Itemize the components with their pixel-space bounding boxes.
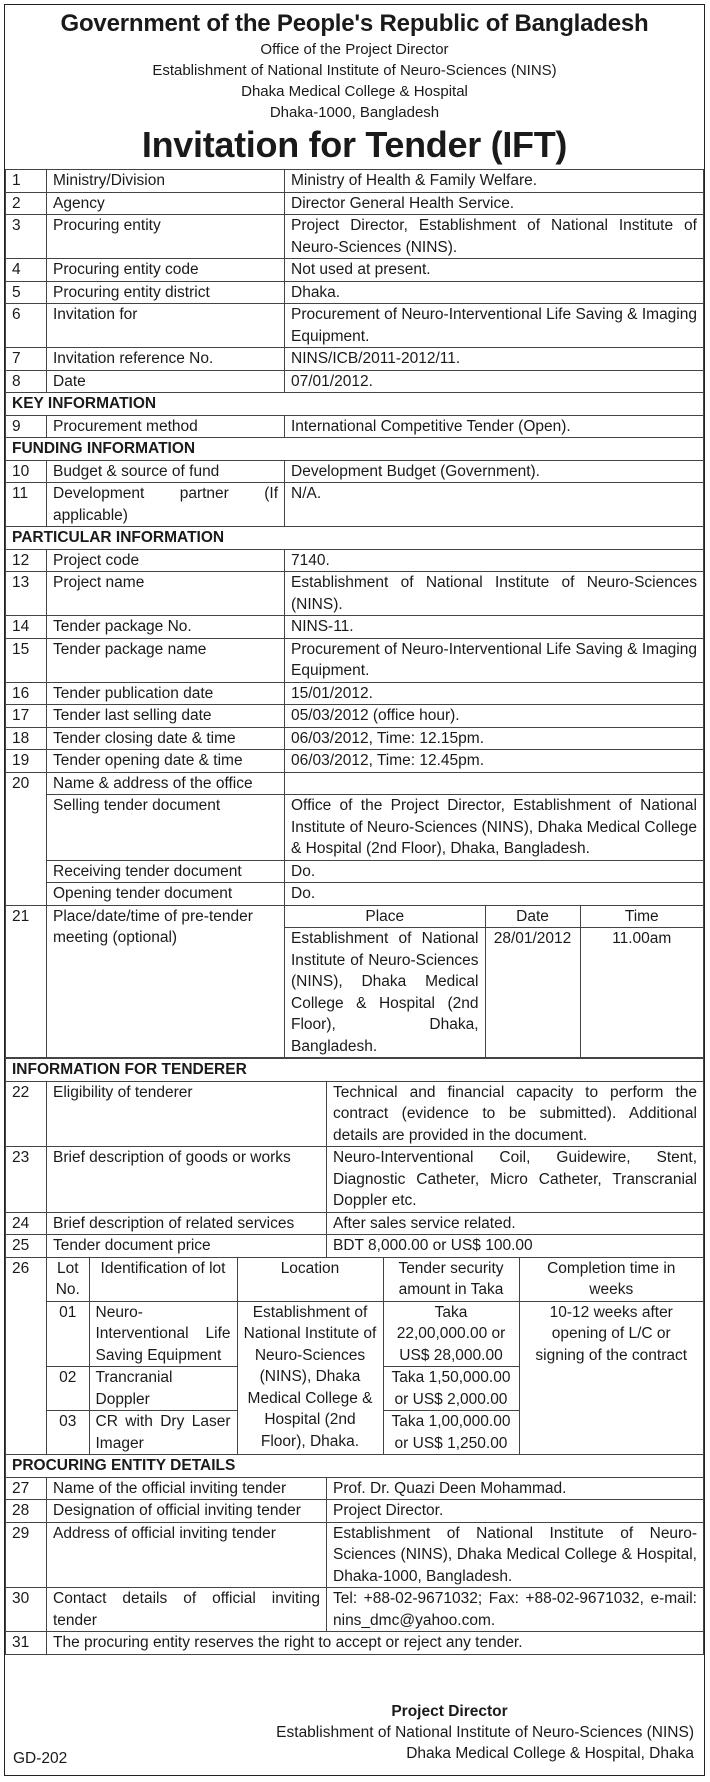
row-number: 10 bbox=[6, 460, 47, 483]
lot-table bbox=[47, 1258, 703, 1455]
column-header-place: Place bbox=[285, 906, 485, 928]
tender-table-main bbox=[5, 169, 704, 1058]
row-number: 17 bbox=[6, 705, 47, 728]
row-value: Dhaka. bbox=[285, 281, 704, 304]
table-row bbox=[6, 1522, 704, 1588]
row-label: Name of the official inviting tender bbox=[47, 1477, 327, 1500]
row-label: Opening tender document bbox=[47, 883, 285, 906]
table-row bbox=[6, 750, 704, 773]
table-row bbox=[6, 616, 704, 639]
row-label: Receiving tender document bbox=[47, 860, 285, 883]
row-value: Project Director. bbox=[327, 1500, 704, 1523]
row-label: Tender last selling date bbox=[47, 705, 285, 728]
lot-identification: Neuro-Interventional Life Saving Equipment bbox=[89, 1301, 237, 1367]
row-number: 25 bbox=[6, 1235, 47, 1258]
section-row bbox=[6, 527, 704, 550]
table-row bbox=[6, 1235, 704, 1258]
table-row bbox=[6, 483, 704, 527]
row-value: 7140. bbox=[285, 549, 704, 572]
section-particular-information: PARTICULAR INFORMATION bbox=[6, 527, 704, 550]
row-label: Tender closing date & time bbox=[47, 727, 285, 750]
row-number: 12 bbox=[6, 549, 47, 572]
row-number: 26 bbox=[6, 1257, 47, 1455]
row-label: Project code bbox=[47, 549, 285, 572]
lot-security: Taka 1,50,000.00 or US$ 2,000.00 bbox=[383, 1367, 519, 1411]
row-number: 5 bbox=[6, 281, 47, 304]
row-label: Project name bbox=[47, 572, 285, 616]
section-key-information: KEY INFORMATION bbox=[6, 393, 704, 416]
section-row bbox=[6, 1059, 704, 1082]
row-value: After sales service related. bbox=[327, 1212, 704, 1235]
table-row bbox=[6, 1212, 704, 1235]
row-label: Budget & source of fund bbox=[47, 460, 285, 483]
tender-table-tenderer bbox=[5, 1058, 704, 1655]
row-number: 4 bbox=[6, 259, 47, 282]
lot-number: 01 bbox=[47, 1301, 89, 1367]
table-row bbox=[6, 1500, 704, 1523]
row-label: Procurement method bbox=[47, 415, 285, 438]
row-number: 20 bbox=[6, 772, 47, 905]
row-label: Tender publication date bbox=[47, 682, 285, 705]
table-row bbox=[6, 638, 704, 682]
row-value: Prof. Dr. Quazi Deen Mohammad. bbox=[327, 1477, 704, 1500]
row-label: Brief description of goods or works bbox=[47, 1147, 327, 1213]
table-row bbox=[6, 370, 704, 393]
row-value: Ministry of Health & Family Welfare. bbox=[285, 170, 704, 193]
row-label: Date bbox=[47, 370, 285, 393]
table-row bbox=[6, 549, 704, 572]
lot-security: Taka 1,00,000.00 or US$ 1,250.00 bbox=[383, 1411, 519, 1455]
table-row bbox=[6, 1477, 704, 1500]
row-label: Tender opening date & time bbox=[47, 750, 285, 773]
row-value: N/A. bbox=[285, 483, 704, 527]
table-row bbox=[6, 1632, 704, 1655]
column-header-lot: Lot No. bbox=[47, 1258, 89, 1302]
row-value: Procurement of Neuro-Interventional Life Saving & Imaging Equipment. bbox=[285, 638, 704, 682]
row-number: 1 bbox=[6, 170, 47, 193]
table-row bbox=[6, 348, 704, 371]
row-number: 16 bbox=[6, 682, 47, 705]
row-value bbox=[285, 772, 704, 795]
column-header-completion: Completion time in weeks bbox=[519, 1258, 703, 1302]
row-value: NINS-11. bbox=[285, 616, 704, 639]
lot-identification: Trancranial Doppler bbox=[89, 1367, 237, 1411]
row-value: Technical and financial capacity to perform the contract (evidence to be submitted). Additional details are provided in the document. bbox=[327, 1081, 704, 1147]
row-value: Establishment of National Institute of Neuro-Sciences (NINS), Dhaka Medical College & Hospital, Dhaka-1000, Bangladesh. bbox=[327, 1522, 704, 1588]
section-procuring-entity-details: PROCURING ENTITY DETAILS bbox=[6, 1455, 704, 1478]
row-number: 8 bbox=[6, 370, 47, 393]
row-label: Selling tender document bbox=[47, 795, 285, 861]
row-number: 11 bbox=[6, 483, 47, 527]
row-label: Ministry/Division bbox=[47, 170, 285, 193]
table-row bbox=[6, 1081, 704, 1147]
row-number: 9 bbox=[6, 415, 47, 438]
row-number: 21 bbox=[6, 905, 47, 1058]
table-row bbox=[6, 795, 704, 861]
table-row bbox=[6, 460, 704, 483]
row-label: Tender package name bbox=[47, 638, 285, 682]
row-label: Tender document price bbox=[47, 1235, 327, 1258]
row-number: 28 bbox=[6, 1500, 47, 1523]
row-number: 13 bbox=[6, 572, 47, 616]
row-value: 07/01/2012. bbox=[285, 370, 704, 393]
row-value: 06/03/2012, Time: 12.15pm. bbox=[285, 727, 704, 750]
row-value: 15/01/2012. bbox=[285, 682, 704, 705]
table-row bbox=[6, 860, 704, 883]
row-label: Place/date/time of pre-tender meeting (optional) bbox=[47, 905, 285, 1058]
row-number: 19 bbox=[6, 750, 47, 773]
notice-header bbox=[5, 9, 704, 167]
row-value: Procurement of Neuro-Interventional Life Saving & Imaging Equipment. bbox=[285, 304, 704, 348]
row-number: 31 bbox=[6, 1632, 47, 1655]
table-row bbox=[6, 1257, 704, 1455]
row-label: Procuring entity district bbox=[47, 281, 285, 304]
lot-number: 02 bbox=[47, 1367, 89, 1411]
column-header-location: Location bbox=[237, 1258, 383, 1302]
city-line: Dhaka-1000, Bangladesh bbox=[269, 104, 440, 121]
row-label: Tender package No. bbox=[47, 616, 285, 639]
row-label: Procuring entity bbox=[47, 215, 285, 259]
meeting-table bbox=[285, 906, 703, 1058]
signatory-address: Dhaka Medical College & Hospital, Dhaka bbox=[406, 1745, 694, 1762]
row-number: 30 bbox=[6, 1588, 47, 1632]
row-value: Tel: +88-02-9671032; Fax: +88-02-9671032, e-mail: nins_dmc@yahoo.com. bbox=[327, 1588, 704, 1632]
row-label: Name & address of the office bbox=[47, 772, 285, 795]
row-value: BDT 8,000.00 or US$ 100.00 bbox=[327, 1235, 704, 1258]
row-value: Development Budget (Government). bbox=[285, 460, 704, 483]
row-number: 2 bbox=[6, 192, 47, 215]
row-number: 23 bbox=[6, 1147, 47, 1213]
lot-number: 03 bbox=[47, 1411, 89, 1455]
section-row bbox=[6, 438, 704, 461]
row-value: Do. bbox=[285, 883, 704, 906]
table-row bbox=[6, 682, 704, 705]
row-number: 3 bbox=[6, 215, 47, 259]
row-label: Brief description of related services bbox=[47, 1212, 327, 1235]
row-number: 24 bbox=[6, 1212, 47, 1235]
row-value: Neuro-Interventional Coil, Guidewire, Stent, Diagnostic Catheter, Micro Catheter, Transcranial Doppler etc. bbox=[327, 1147, 704, 1213]
row-label: Invitation reference No. bbox=[47, 348, 285, 371]
row-value: Director General Health Service. bbox=[285, 192, 704, 215]
row-number: 14 bbox=[6, 616, 47, 639]
row-number: 29 bbox=[6, 1522, 47, 1588]
table-row bbox=[6, 1588, 704, 1632]
row-number: 15 bbox=[6, 638, 47, 682]
table-row bbox=[6, 727, 704, 750]
row-value: 06/03/2012, Time: 12.45pm. bbox=[285, 750, 704, 773]
row-label: Development partner (If applicable) bbox=[47, 483, 285, 527]
table-row bbox=[6, 415, 704, 438]
office-line: Office of the Project Director bbox=[260, 41, 449, 58]
meeting-details bbox=[285, 905, 704, 1058]
row-label: Address of official inviting tender bbox=[47, 1522, 327, 1588]
notice-title: Invitation for Tender (IFT) bbox=[141, 124, 568, 165]
lot-completion: 10-12 weeks after opening of L/C or signing of the contract bbox=[519, 1301, 703, 1454]
row-value: Establishment of National Institute of Neuro-Sciences (NINS). bbox=[285, 572, 704, 616]
table-row bbox=[6, 772, 704, 795]
government-title: Government of the People's Republic of Bangladesh bbox=[60, 10, 649, 37]
row-label: Designation of official inviting tender bbox=[47, 1500, 327, 1523]
row-value: Project Director, Establishment of National Institute of Neuro-Sciences (NINS). bbox=[285, 215, 704, 259]
row-label: Contact details of official inviting tender bbox=[47, 1588, 327, 1632]
table-row bbox=[285, 928, 703, 1058]
row-label: Procuring entity code bbox=[47, 259, 285, 282]
section-information-for-tenderer: INFORMATION FOR TENDERER bbox=[6, 1059, 704, 1082]
table-row bbox=[6, 281, 704, 304]
row-label: Invitation for bbox=[47, 304, 285, 348]
row-label: Agency bbox=[47, 192, 285, 215]
column-header-security: Tender security amount in Taka bbox=[383, 1258, 519, 1302]
row-number: 6 bbox=[6, 304, 47, 348]
table-row bbox=[6, 705, 704, 728]
row-number: 18 bbox=[6, 727, 47, 750]
lot-row bbox=[47, 1301, 703, 1367]
ad-code: GD-202 bbox=[13, 1750, 68, 1767]
table-row bbox=[6, 215, 704, 259]
table-row bbox=[6, 170, 704, 193]
tender-notice bbox=[4, 4, 705, 1776]
row-value: Office of the Project Director, Establishment of National Institute of Neuro-Sciences (NINS), Dhaka Medical College & Hospital (2nd Floor), Dhaka, Bangladesh. bbox=[285, 795, 704, 861]
lot-security: Taka 22,00,000.00 or US$ 28,000.00 bbox=[383, 1301, 519, 1367]
section-row bbox=[6, 393, 704, 416]
row-value: Not used at present. bbox=[285, 259, 704, 282]
section-funding-information: FUNDING INFORMATION bbox=[6, 438, 704, 461]
row-number: 7 bbox=[6, 348, 47, 371]
table-row bbox=[6, 572, 704, 616]
meeting-time: 11.00am bbox=[580, 928, 703, 1058]
row-label: Eligibility of tenderer bbox=[47, 1081, 327, 1147]
signatory-title: Project Director bbox=[391, 1703, 508, 1720]
signatory-org: Establishment of National Institute of Neuro-Sciences (NINS) bbox=[276, 1724, 694, 1741]
hospital-line: Dhaka Medical College & Hospital bbox=[241, 83, 468, 100]
table-row bbox=[6, 259, 704, 282]
column-header-identification: Identification of lot bbox=[89, 1258, 237, 1302]
establishment-line: Establishment of National Institute of Neuro-Sciences (NINS) bbox=[152, 62, 557, 79]
row-text: The procuring entity reserves the right to accept or reject any tender. bbox=[47, 1632, 704, 1655]
table-header-row bbox=[285, 906, 703, 928]
section-row bbox=[6, 1455, 704, 1478]
lot-table-cell bbox=[47, 1257, 704, 1455]
meeting-date: 28/01/2012 bbox=[485, 928, 580, 1058]
table-row bbox=[6, 883, 704, 906]
lot-location: Establishment of National Institute of Neuro-Sciences (NINS), Dhaka Medical College & Hospital (2nd Floor), Dhaka. bbox=[237, 1301, 383, 1454]
signature-block bbox=[5, 1701, 704, 1764]
row-value: Do. bbox=[285, 860, 704, 883]
row-value: 05/03/2012 (office hour). bbox=[285, 705, 704, 728]
row-value: International Competitive Tender (Open). bbox=[285, 415, 704, 438]
column-header-time: Time bbox=[580, 906, 703, 928]
table-row bbox=[6, 1147, 704, 1213]
table-row bbox=[6, 192, 704, 215]
table-row bbox=[6, 304, 704, 348]
row-number: 22 bbox=[6, 1081, 47, 1147]
table-header-row bbox=[47, 1258, 703, 1302]
meeting-place: Establishment of National Institute of Neuro-Sciences (NINS), Dhaka Medical College & Hospital (2nd Floor), Dhaka, Bangladesh. bbox=[285, 928, 485, 1058]
table-row bbox=[6, 905, 704, 1058]
lot-identification: CR with Dry Laser Imager bbox=[89, 1411, 237, 1455]
row-value: NINS/ICB/2011-2012/11. bbox=[285, 348, 704, 371]
row-number: 27 bbox=[6, 1477, 47, 1500]
column-header-date: Date bbox=[485, 906, 580, 928]
